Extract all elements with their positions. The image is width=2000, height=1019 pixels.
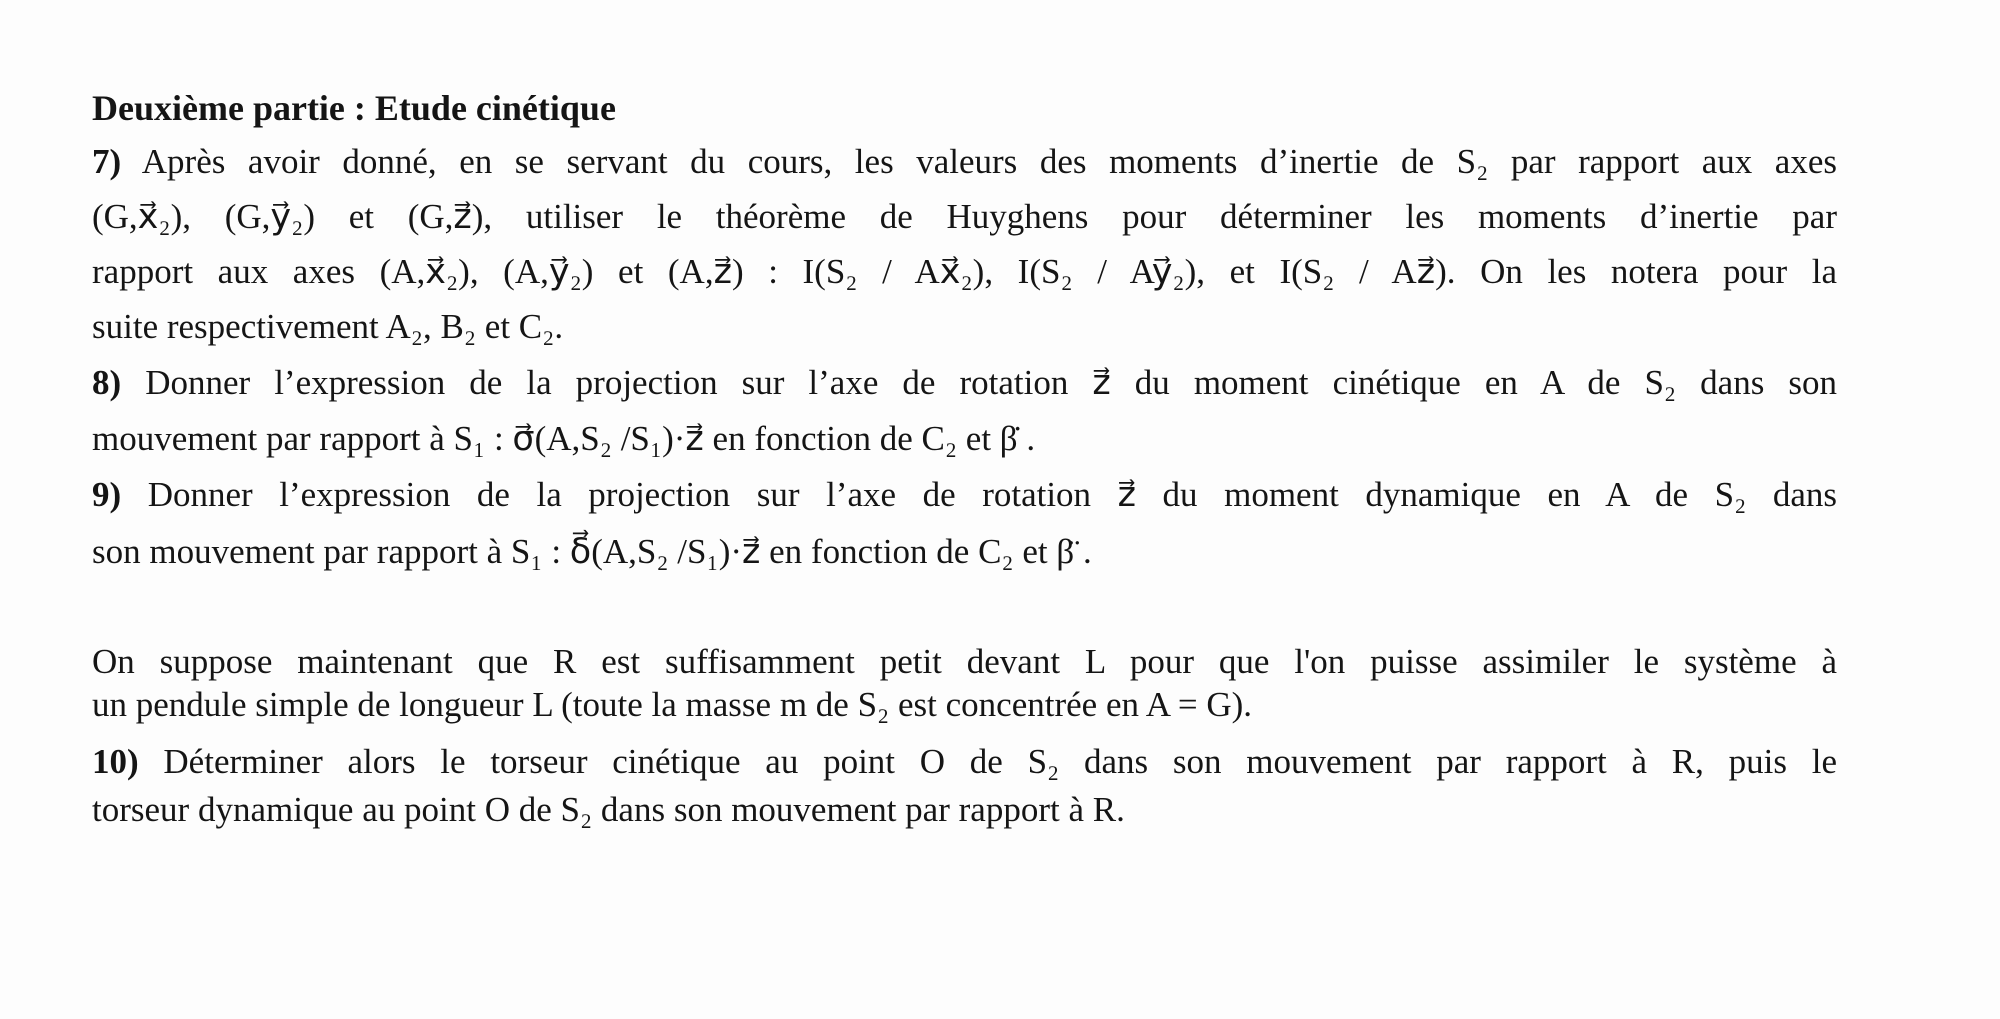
- hypothesis-line-2: un pendule simple de longueur L (toute la masse m de S₂ est concentrée en A = G).: [92, 685, 1253, 724]
- question-number: 9): [92, 475, 122, 514]
- question-10-line-2: torseur dynamique au point O de S₂ dans son mouvement par rapport à R.: [92, 790, 1125, 829]
- text: Donner l’expression de la projection sur l’axe de rotation z⃗ du moment cinétique en A de S₂ dans son: [121, 363, 1837, 402]
- question-number: 10): [92, 742, 139, 781]
- question-7-line-4: suite respectivement A₂, B₂ et C₂.: [92, 307, 564, 346]
- question-number: 7): [92, 142, 122, 181]
- question-7-line-1: [92, 140, 1837, 184]
- question-10-line-1: [92, 740, 1837, 784]
- hypothesis-line-1: On suppose maintenant que R est suffisamment petit devant L pour que l'on puisse assimiler le système à: [92, 642, 1837, 681]
- text: Donner l’expression de la projection sur l’axe de rotation z⃗ du moment dynamique en A de S₂ dans: [121, 475, 1837, 514]
- question-8-line-2: mouvement par rapport à S₁ : σ⃗(A,S₂ /S₁)·z⃗ en fonction de C₂ et β̇ .: [92, 419, 1036, 458]
- text: Après avoir donné, en se servant du cours, les valeurs des moments d’inertie de S₂ par rapport aux axes: [121, 142, 1837, 181]
- question-9-line-1: [92, 473, 1837, 517]
- question-8-line-1: [92, 361, 1837, 405]
- question-number: 8): [92, 363, 122, 402]
- question-9-line-2: son mouvement par rapport à S₁ : δ⃗(A,S₂ /S₁)·z⃗ en fonction de C₂ et β̈ .: [92, 532, 1092, 571]
- question-7-line-3: rapport aux axes (A,x⃗₂), (A,y⃗₂) et (A,z⃗) : I(S₂ / Ax⃗₂), I(S₂ / Ay⃗₂), et I(S₂ / Az⃗). On les notera pour la: [92, 252, 1837, 291]
- section-title: Deuxième partie : Etude cinétique: [92, 88, 616, 128]
- text: Déterminer alors le torseur cinétique au point O de S₂ dans son mouvement par rapport à R, puis le: [138, 742, 1837, 781]
- question-7-line-2: (G,x⃗₂), (G,y⃗₂) et (G,z⃗), utiliser le théorème de Huyghens pour déterminer les moments d’inertie par: [92, 197, 1837, 236]
